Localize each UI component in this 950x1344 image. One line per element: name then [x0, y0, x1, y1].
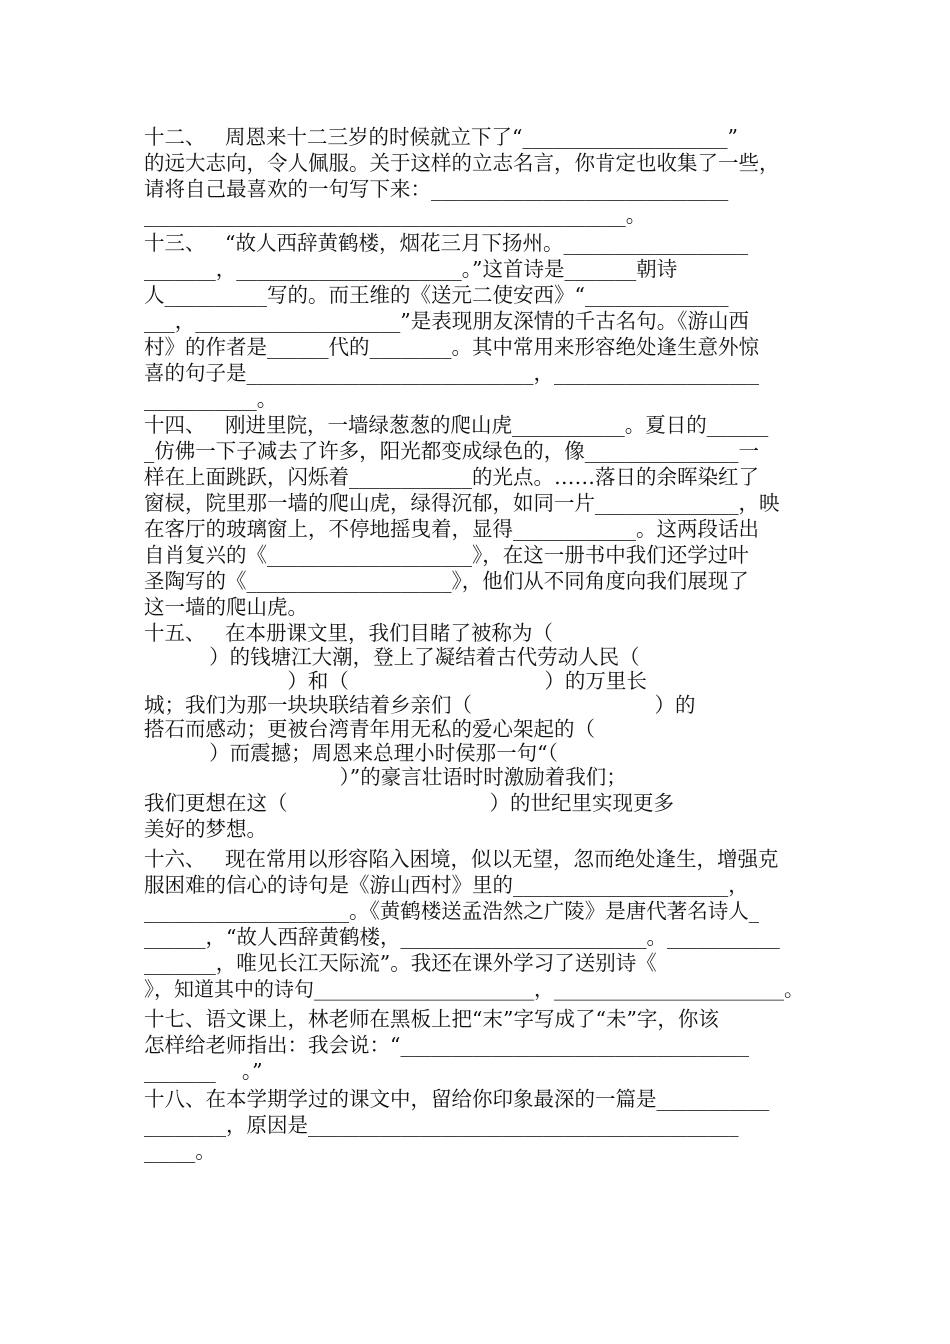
text-line: 喜的句子是____________________________，____________________	[144, 361, 759, 385]
text-line: 我们更想在这（ ）的世纪里实现更多	[144, 791, 675, 815]
text-line: _______，______________________。”这首诗是_______朝诗	[144, 257, 678, 281]
text-line: 十四、 刚进里院，一墙绿葱葱的爬山虎___________。夏日的______	[144, 413, 769, 437]
text-line: 十二、 周恩来十二三岁的时候就立下了“____________________”	[144, 125, 739, 149]
text-line: 人__________写的。而王维的《送元二使安西》“______________	[144, 283, 729, 307]
text-line: ____________________。《黄鹤楼送孟浩然之广陵》是唐代著名诗人_	[144, 899, 759, 923]
text-line: 服困难的信心的诗句是《游山西村》里的_____________________，	[144, 873, 749, 897]
text-line: ）和（ ）的万里长	[144, 669, 647, 693]
text-line: 的远大志向，令人佩服。关于这样的立志名言，你肯定也收集了一些，	[144, 151, 780, 175]
text-line: 搭石而感动；更被台湾青年用无私的爱心架起的（	[144, 717, 595, 741]
text-line: 十三、 “故人西辞黄鹤楼，烟花三月下扬州。__________________	[144, 231, 749, 255]
text-line: 在客厅的玻璃窗上，不停地摇曳着，显得____________。这两段话出	[144, 517, 759, 541]
text-line: 窗棂，院里那一墙的爬山虎，绿得沉郁，如同一片______________，映	[144, 491, 780, 515]
text-line: ）而震撼；周恩来总理小时侯那一句“（	[144, 741, 558, 765]
text-line: ___________。	[144, 387, 278, 411]
text-line: 》，知道其中的诗句______________________，_______________________。	[144, 977, 804, 1001]
text-line: ______，“故人西辞黄鹤楼，________________________。___________	[144, 925, 780, 949]
text-line: 城；我们为那一块块联结着乡亲们（ ）的	[144, 693, 696, 717]
text-line: 十七、语文课上，林老师在黑板上把“末”字写成了“未”字，你该	[144, 1007, 719, 1031]
text-line: 请将自己最喜欢的一句写下来：_____________________________	[144, 177, 729, 201]
text-line: _______，唯见长江天际流”。我还在课外学习了送别诗《	[144, 951, 657, 975]
text-line: ________，原因是__________________________________________	[144, 1113, 739, 1137]
text-line: _____。	[144, 1139, 216, 1163]
text-line: 村》的作者是______代的________。其中常用来形容绝处逢生意外惊	[144, 335, 759, 359]
text-line: 圣陶写的《____________________》，他们从不同角度向我们展现了	[144, 569, 749, 593]
text-line: 这一墙的爬山虎。	[144, 595, 308, 619]
text-line: _仿佛一下子减去了许多，阳光都变成绿色的，像_______________一	[144, 439, 759, 463]
text-line: 美好的梦想。	[144, 817, 267, 841]
text-line: ）”的豪言壮语时时激励着我们；	[144, 765, 627, 789]
text-line: _______________________________________________。	[144, 203, 647, 227]
text-line: 怎样给老师指出：我会说：“__________________________________	[144, 1033, 749, 1057]
text-line: ）的钱塘江大潮，登上了凝结着古代劳动人民（	[144, 645, 640, 669]
text-line: _______ 。”	[144, 1059, 263, 1083]
text-line: 十五、 在本册课文里，我们目睹了被称为（	[144, 621, 554, 645]
text-line: 十六、 现在常用以形容陷入困境，似以无望，忽而绝处逢生，增强克	[144, 847, 779, 871]
text-line: ___，____________________”是表现朋友深情的千古名句。《游山西	[144, 309, 749, 333]
text-line: 自肖复兴的《____________________》，在这一册书中我们还学过叶	[144, 543, 749, 567]
text-line: 十八、在本学期学过的课文中，留给你印象最深的一篇是___________	[144, 1087, 770, 1111]
text-line: 样在上面跳跃，闪烁着____________的光点。……落日的余晖染红了	[144, 465, 759, 489]
